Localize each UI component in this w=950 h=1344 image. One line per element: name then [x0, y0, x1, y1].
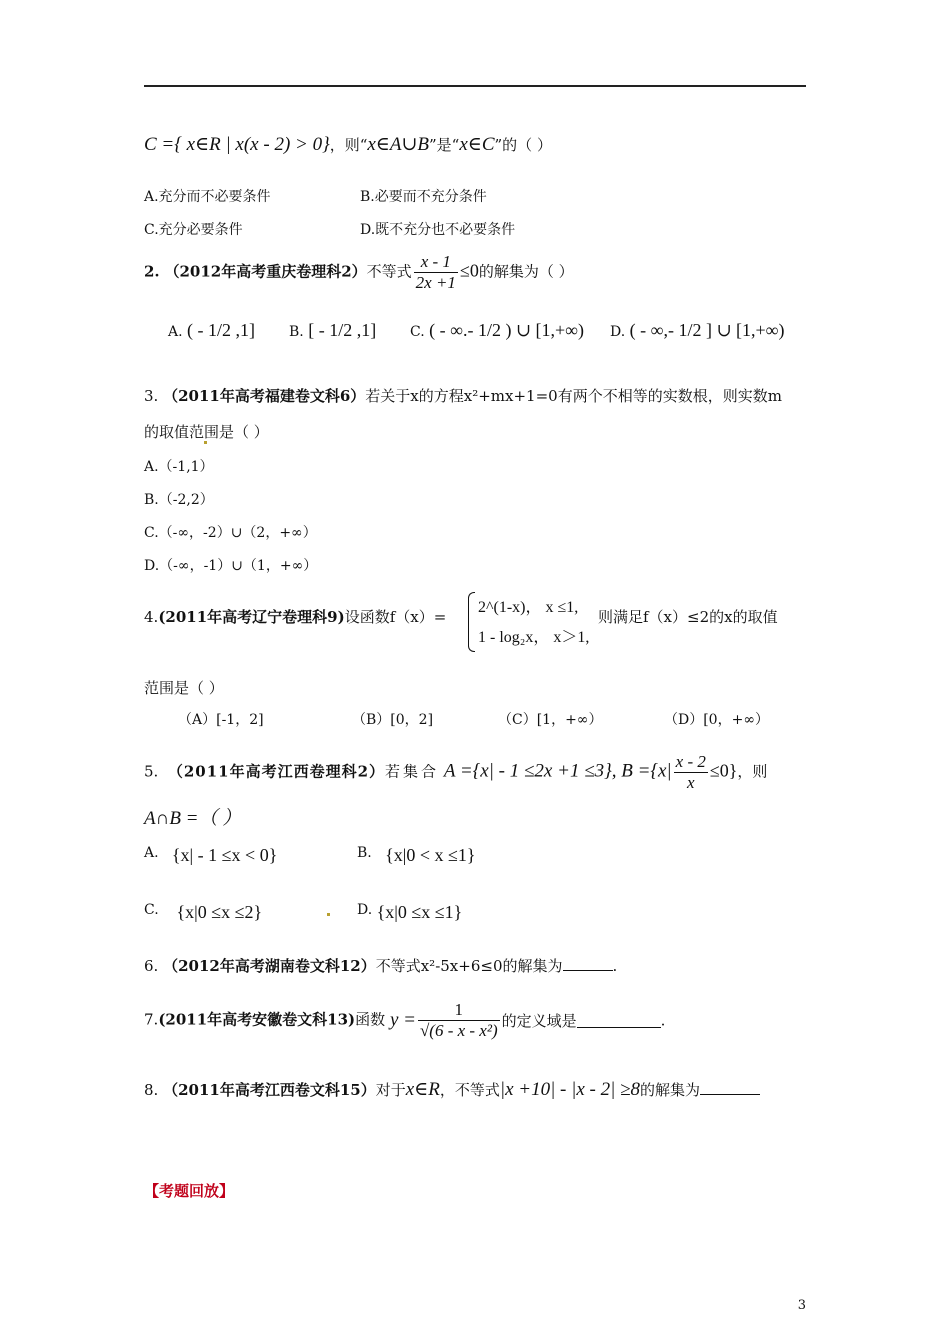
q6-answer-blank[interactable]: [563, 956, 613, 971]
q1-stem: [144, 133, 552, 156]
q7-answer-blank[interactable]: [577, 1013, 661, 1028]
q3-number: 3.: [144, 387, 159, 405]
q7-text: 函数: [355, 1010, 386, 1029]
q8-stem: [144, 1078, 760, 1101]
q5-stem: [144, 752, 767, 793]
q5-fraction: $\frac{x - 2}{x}$: [675, 752, 706, 792]
q1-option-a[interactable]: A.充分而不必要条件: [144, 189, 271, 205]
q8-xr: x∈R: [405, 1079, 440, 1100]
q7-y: y =: [389, 1009, 416, 1031]
q8-inequality: |x +10| - |x - 2| ≥8: [499, 1079, 641, 1100]
q5-line2: A∩B =（ ）: [144, 808, 242, 829]
q3-option-a[interactable]: A.（-1,1）: [144, 459, 214, 475]
q4-brace: [468, 592, 475, 652]
q4-text: 设函数f（x）=: [344, 608, 447, 626]
q5-number: 5.: [144, 762, 159, 781]
q7-end: .: [660, 1011, 666, 1030]
q6-text: 不等式x²-5x+6≤0的解集为: [375, 957, 563, 975]
page-number: 3: [797, 1298, 806, 1313]
q4-option-d[interactable]: （D）[0，+∞）: [664, 712, 769, 728]
q4-option-c[interactable]: （C）[1，+∞）: [498, 712, 603, 728]
q2-source: （2012年高考重庆卷理科2）: [164, 262, 367, 281]
q6-number: 6.: [144, 957, 159, 975]
q1-option-d[interactable]: D.既不充分也不必要条件: [360, 222, 516, 238]
q2-le0: ≤0: [459, 260, 479, 281]
q7-stem: [144, 1000, 665, 1041]
stray-mark: [204, 441, 207, 444]
q5-source: （2011年高考江西卷理科2）: [167, 762, 386, 781]
q1-cond2: x∈C: [459, 134, 495, 155]
q7-tail: 的定义域是: [501, 1012, 577, 1030]
q1-tail: ”的（ ）: [494, 136, 552, 154]
q3-option-d[interactable]: D.（-∞，-1）∪（1，+∞）: [144, 558, 318, 574]
q4-stem: [144, 606, 446, 627]
q3-text2: 的取值范围是（ ）: [144, 423, 269, 441]
header-rule: [144, 85, 806, 87]
q2-prefix: 不等式: [366, 262, 412, 281]
q8-number: 8.: [144, 1081, 159, 1099]
q3-stem: [144, 385, 782, 406]
q2-stem: [144, 252, 574, 293]
q5-option-b[interactable]: B. {x|0 < x ≤1}: [357, 845, 476, 865]
q7-source: (2011年高考安徽卷文科13): [158, 1010, 356, 1029]
q4-option-a[interactable]: （A）[-1，2]: [178, 712, 264, 728]
stray-mark: [327, 913, 330, 916]
q2-option-d[interactable]: D. ( - ∞,- 1/2 ] ∪ [1,+∞): [610, 320, 785, 340]
q5-option-d[interactable]: D. {x|0 ≤x ≤1}: [357, 902, 463, 922]
q8-mid: ，不等式: [439, 1081, 500, 1099]
q3-option-b[interactable]: B.（-2,2）: [144, 492, 214, 508]
q2-number: 2.: [144, 262, 160, 281]
q5-set-b-tail: ≤0}: [709, 760, 738, 781]
q3-source: （2011年高考福建卷文科6）: [163, 387, 366, 405]
q1-option-b[interactable]: B.必要而不充分条件: [360, 189, 487, 205]
q4-piece2: 1 - log₂x， x＞1,: [478, 629, 590, 646]
q4-number: 4.: [144, 608, 159, 626]
q4-text2: 范围是（ ）: [144, 679, 224, 697]
q5-text: 若集合: [385, 762, 440, 781]
q6-stem: [144, 955, 617, 976]
q7-fraction: $\frac{1}{\text{√(6 - x - x²)}}$: [419, 1000, 498, 1040]
q2-option-b[interactable]: B. [ - 1/2 ,1]: [289, 320, 377, 340]
q2-option-c[interactable]: C. ( - ∞.- 1/2 ) ∪ [1,+∞): [410, 320, 584, 340]
q8-answer-blank[interactable]: [700, 1080, 760, 1095]
q1-set-c: C ={ x∈R | x(x - 2) > 0}: [144, 134, 330, 155]
q4-tail: 则满足f（x）≤2的x的取值: [598, 608, 778, 626]
q8-text: 对于: [375, 1081, 406, 1099]
q1-mid1: ，则“: [329, 136, 368, 154]
q4-source: (2011年高考辽宁卷理科9): [158, 608, 345, 626]
q4-piece1: 2^(1-x)， x ≤1,: [478, 599, 579, 616]
q8-source: （2011年高考江西卷文科15）: [163, 1081, 376, 1099]
q7-number: 7.: [144, 1010, 159, 1029]
q2-tail: 的解集为（ ）: [478, 262, 574, 281]
q1-mid2: ”是“: [429, 136, 460, 154]
q1-cond1: x∈A∪B: [367, 134, 429, 155]
q6-end: .: [612, 957, 618, 975]
q4-option-b[interactable]: （B）[0，2]: [352, 712, 434, 728]
q5-option-a[interactable]: A. {x| - 1 ≤x < 0}: [144, 845, 278, 865]
q6-source: （2012年高考湖南卷文科12）: [163, 957, 376, 975]
q3-text1: 若关于x的方程x²+mx+1=0有两个不相等的实数根，则实数m: [365, 387, 782, 405]
section-heading: 【考题回放】: [144, 1182, 235, 1200]
q5-option-c[interactable]: C. {x|0 ≤x ≤2}: [144, 902, 263, 922]
q3-option-c[interactable]: C.（-∞，-2）∪（2，+∞）: [144, 525, 317, 541]
q5-then: ，则: [737, 762, 768, 781]
q2-fraction: $\frac{x - 1}{2x +1}$: [415, 252, 456, 292]
q1-option-c[interactable]: C.充分必要条件: [144, 222, 243, 238]
q2-option-a[interactable]: A. ( - 1/2 ,1]: [168, 320, 255, 340]
q5-sets: A ={x| - 1 ≤2x +1 ≤3}, B ={x|: [443, 760, 672, 782]
q8-tail: 的解集为: [640, 1081, 701, 1099]
